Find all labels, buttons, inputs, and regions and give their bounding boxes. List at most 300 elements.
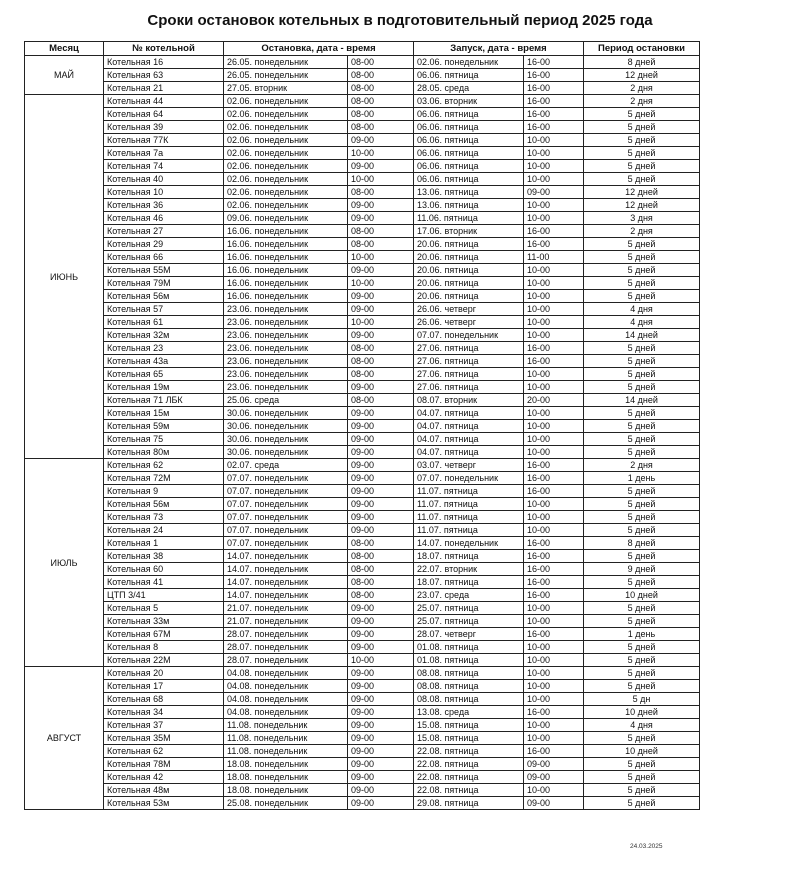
stop-date-cell: 30.06. понедельник (224, 407, 348, 420)
start-time-cell: 16-00 (524, 82, 584, 95)
start-time-cell: 20-00 (524, 394, 584, 407)
table-row (25, 784, 700, 797)
boiler-name-cell: Котельная 27 (104, 225, 224, 238)
period-cell: 5 дней (584, 797, 700, 810)
month-cell: МАЙ (25, 56, 104, 95)
boiler-name-cell: Котельная 44 (104, 95, 224, 108)
stop-date-cell: 28.07. понедельник (224, 654, 348, 667)
period-cell: 5 дней (584, 238, 700, 251)
period-cell: 5 дней (584, 407, 700, 420)
start-time-cell: 09-00 (524, 771, 584, 784)
table-row (25, 719, 700, 732)
stop-time-cell: 09-00 (348, 199, 414, 212)
boiler-name-cell: Котельная 64 (104, 108, 224, 121)
start-time-cell: 10-00 (524, 498, 584, 511)
period-cell: 2 дня (584, 95, 700, 108)
stop-date-cell: 23.06. понедельник (224, 303, 348, 316)
period-cell: 5 дней (584, 732, 700, 745)
boiler-name-cell: Котельная 41 (104, 576, 224, 589)
stop-date-cell: 25.08. понедельник (224, 797, 348, 810)
start-time-cell: 10-00 (524, 784, 584, 797)
start-date-cell: 15.08. пятница (414, 732, 524, 745)
start-time-cell: 10-00 (524, 264, 584, 277)
boiler-name-cell: Котельная 37 (104, 719, 224, 732)
stop-time-cell: 09-00 (348, 758, 414, 771)
boiler-name-cell: Котельная 80м (104, 446, 224, 459)
period-cell: 10 дней (584, 589, 700, 602)
period-cell: 2 дня (584, 82, 700, 95)
stop-date-cell: 02.06. понедельник (224, 147, 348, 160)
start-date-cell: 22.08. пятница (414, 745, 524, 758)
stop-date-cell: 14.07. понедельник (224, 576, 348, 589)
start-date-cell: 20.06. пятница (414, 290, 524, 303)
table-row (25, 225, 700, 238)
stop-time-cell: 08-00 (348, 108, 414, 121)
stop-date-cell: 02.06. понедельник (224, 186, 348, 199)
start-time-cell: 10-00 (524, 147, 584, 160)
start-date-cell: 26.06. четверг (414, 303, 524, 316)
table-row (25, 797, 700, 810)
stop-date-cell: 16.06. понедельник (224, 290, 348, 303)
header-boiler: № котельной (104, 42, 224, 56)
period-cell: 5 дней (584, 433, 700, 446)
period-cell: 1 день (584, 472, 700, 485)
start-time-cell: 10-00 (524, 381, 584, 394)
month-cell: ИЮНЬ (25, 95, 104, 459)
boiler-name-cell: Котельная 43а (104, 355, 224, 368)
stop-time-cell: 09-00 (348, 407, 414, 420)
period-cell: 5 дней (584, 771, 700, 784)
table-row (25, 576, 700, 589)
stop-date-cell: 28.07. понедельник (224, 641, 348, 654)
stop-time-cell: 09-00 (348, 693, 414, 706)
stop-time-cell: 09-00 (348, 615, 414, 628)
start-time-cell: 10-00 (524, 446, 584, 459)
period-cell: 14 дней (584, 329, 700, 342)
table-row (25, 173, 700, 186)
start-date-cell: 26.06. четверг (414, 316, 524, 329)
stop-time-cell: 09-00 (348, 459, 414, 472)
stop-date-cell: 16.06. понедельник (224, 238, 348, 251)
start-time-cell: 10-00 (524, 732, 584, 745)
stop-time-cell: 08-00 (348, 563, 414, 576)
stop-time-cell: 09-00 (348, 602, 414, 615)
stop-date-cell: 14.07. понедельник (224, 563, 348, 576)
stop-date-cell: 07.07. понедельник (224, 511, 348, 524)
page-title: Сроки остановок котельных в подготовительный период 2025 года (147, 12, 653, 29)
stop-time-cell: 08-00 (348, 82, 414, 95)
start-date-cell: 28.05. среда (414, 82, 524, 95)
boiler-name-cell: ЦТП 3/41 (104, 589, 224, 602)
stop-time-cell: 09-00 (348, 303, 414, 316)
stop-time-cell: 09-00 (348, 628, 414, 641)
boiler-name-cell: Котельная 57 (104, 303, 224, 316)
period-cell: 5 дней (584, 381, 700, 394)
stop-time-cell: 09-00 (348, 511, 414, 524)
boiler-name-cell: Котельная 32м (104, 329, 224, 342)
start-time-cell: 10-00 (524, 433, 584, 446)
start-time-cell: 16-00 (524, 472, 584, 485)
table-row (25, 394, 700, 407)
stop-time-cell: 09-00 (348, 134, 414, 147)
boiler-name-cell: Котельная 20 (104, 667, 224, 680)
start-date-cell: 22.08. пятница (414, 758, 524, 771)
stop-time-cell: 08-00 (348, 186, 414, 199)
start-time-cell: 16-00 (524, 745, 584, 758)
table-row (25, 290, 700, 303)
boiler-name-cell: Котельная 74 (104, 160, 224, 173)
period-cell: 5 дней (584, 420, 700, 433)
start-date-cell: 28.07. четверг (414, 628, 524, 641)
table-row (25, 108, 700, 121)
stop-date-cell: 16.06. понедельник (224, 264, 348, 277)
start-date-cell: 22.07. вторник (414, 563, 524, 576)
table-row (25, 602, 700, 615)
boiler-name-cell: Котельная 29 (104, 238, 224, 251)
month-cell: АВГУСТ (25, 667, 104, 810)
start-time-cell: 16-00 (524, 563, 584, 576)
period-cell: 10 дней (584, 706, 700, 719)
stop-time-cell: 08-00 (348, 225, 414, 238)
header-start: Запуск, дата - время (414, 42, 584, 56)
start-time-cell: 16-00 (524, 69, 584, 82)
boiler-name-cell: Котельная 15м (104, 407, 224, 420)
boiler-name-cell: Котельная 71 ЛБК (104, 394, 224, 407)
start-date-cell: 07.07. понедельник (414, 472, 524, 485)
stop-time-cell: 10-00 (348, 316, 414, 329)
stop-date-cell: 18.08. понедельник (224, 784, 348, 797)
start-time-cell: 16-00 (524, 355, 584, 368)
table-row (25, 329, 700, 342)
stop-date-cell: 07.07. понедельник (224, 498, 348, 511)
boiler-name-cell: Котельная 77К (104, 134, 224, 147)
period-cell: 4 дня (584, 316, 700, 329)
table-row (25, 524, 700, 537)
start-date-cell: 04.07. пятница (414, 433, 524, 446)
table-row (25, 251, 700, 264)
boiler-name-cell: Котельная 56м (104, 498, 224, 511)
header-row (25, 42, 700, 56)
stop-date-cell: 11.08. понедельник (224, 732, 348, 745)
table-row (25, 563, 700, 576)
start-date-cell: 22.08. пятница (414, 784, 524, 797)
start-date-cell: 27.06. пятница (414, 368, 524, 381)
start-date-cell: 06.06. пятница (414, 147, 524, 160)
start-time-cell: 16-00 (524, 238, 584, 251)
start-time-cell: 10-00 (524, 420, 584, 433)
period-cell: 5 дней (584, 160, 700, 173)
start-time-cell: 16-00 (524, 628, 584, 641)
start-date-cell: 27.06. пятница (414, 342, 524, 355)
stop-date-cell: 16.06. понедельник (224, 225, 348, 238)
table-row (25, 654, 700, 667)
start-date-cell: 11.07. пятница (414, 511, 524, 524)
start-date-cell: 29.08. пятница (414, 797, 524, 810)
table-row (25, 147, 700, 160)
period-cell: 5 дней (584, 654, 700, 667)
start-date-cell: 14.07. понедельник (414, 537, 524, 550)
period-cell: 4 дня (584, 303, 700, 316)
period-cell: 2 дня (584, 459, 700, 472)
boiler-name-cell: Котельная 23 (104, 342, 224, 355)
period-cell: 5 дней (584, 511, 700, 524)
stop-date-cell: 04.08. понедельник (224, 706, 348, 719)
start-date-cell: 08.08. пятница (414, 680, 524, 693)
start-date-cell: 06.06. пятница (414, 160, 524, 173)
period-cell: 5 дней (584, 498, 700, 511)
footer-date: 24.03.2025 (630, 843, 663, 850)
stop-time-cell: 08-00 (348, 238, 414, 251)
start-date-cell: 08.07. вторник (414, 394, 524, 407)
boiler-name-cell: Котельная 65 (104, 368, 224, 381)
boiler-name-cell: Котельная 42 (104, 771, 224, 784)
stop-time-cell: 09-00 (348, 732, 414, 745)
start-time-cell: 10-00 (524, 290, 584, 303)
boiler-name-cell: Котельная 67М (104, 628, 224, 641)
start-time-cell: 10-00 (524, 316, 584, 329)
start-date-cell: 20.06. пятница (414, 277, 524, 290)
start-date-cell: 03.06. вторник (414, 95, 524, 108)
stop-date-cell: 07.07. понедельник (224, 485, 348, 498)
start-time-cell: 16-00 (524, 459, 584, 472)
table-row (25, 160, 700, 173)
boiler-name-cell: Котельная 8 (104, 641, 224, 654)
table-row (25, 459, 700, 472)
header-period: Период остановки (584, 42, 700, 56)
start-time-cell: 10-00 (524, 615, 584, 628)
stop-time-cell: 08-00 (348, 95, 414, 108)
stop-date-cell: 26.05. понедельник (224, 69, 348, 82)
boiler-name-cell: Котельная 36 (104, 199, 224, 212)
start-date-cell: 04.07. пятница (414, 420, 524, 433)
stop-time-cell: 09-00 (348, 329, 414, 342)
start-date-cell: 13.08. среда (414, 706, 524, 719)
stop-time-cell: 09-00 (348, 498, 414, 511)
boiler-name-cell: Котельная 59м (104, 420, 224, 433)
stop-date-cell: 30.06. понедельник (224, 433, 348, 446)
stop-time-cell: 09-00 (348, 290, 414, 303)
stop-time-cell: 08-00 (348, 355, 414, 368)
start-time-cell: 16-00 (524, 225, 584, 238)
start-time-cell: 16-00 (524, 576, 584, 589)
period-cell: 14 дней (584, 394, 700, 407)
period-cell: 5 дней (584, 277, 700, 290)
boiler-name-cell: Котельная 40 (104, 173, 224, 186)
start-time-cell: 10-00 (524, 134, 584, 147)
table-row (25, 433, 700, 446)
boiler-name-cell: Котельная 38 (104, 550, 224, 563)
stop-time-cell: 10-00 (348, 654, 414, 667)
start-date-cell: 01.08. пятница (414, 641, 524, 654)
boiler-name-cell: Котельная 17 (104, 680, 224, 693)
stop-date-cell: 11.08. понедельник (224, 719, 348, 732)
stop-time-cell: 08-00 (348, 342, 414, 355)
stop-date-cell: 23.06. понедельник (224, 316, 348, 329)
period-cell: 3 дня (584, 212, 700, 225)
start-time-cell: 16-00 (524, 706, 584, 719)
start-date-cell: 27.06. пятница (414, 381, 524, 394)
start-time-cell: 10-00 (524, 303, 584, 316)
table-row (25, 758, 700, 771)
boiler-name-cell: Котельная 60 (104, 563, 224, 576)
boiler-name-cell: Котельная 78М (104, 758, 224, 771)
stop-date-cell: 07.07. понедельник (224, 537, 348, 550)
table-row (25, 355, 700, 368)
stop-time-cell: 08-00 (348, 394, 414, 407)
stop-date-cell: 02.06. понедельник (224, 95, 348, 108)
stop-date-cell: 07.07. понедельник (224, 524, 348, 537)
table-row (25, 264, 700, 277)
stop-date-cell: 30.06. понедельник (224, 446, 348, 459)
table-row (25, 550, 700, 563)
period-cell: 5 дней (584, 355, 700, 368)
period-cell: 8 дней (584, 537, 700, 550)
stop-time-cell: 08-00 (348, 121, 414, 134)
start-date-cell: 17.06. вторник (414, 225, 524, 238)
start-time-cell: 10-00 (524, 160, 584, 173)
start-time-cell: 10-00 (524, 667, 584, 680)
start-time-cell: 10-00 (524, 680, 584, 693)
table-row (25, 667, 700, 680)
stop-date-cell: 02.06. понедельник (224, 160, 348, 173)
stop-date-cell: 23.06. понедельник (224, 329, 348, 342)
start-date-cell: 06.06. пятница (414, 173, 524, 186)
period-cell: 5 дней (584, 264, 700, 277)
stop-time-cell: 09-00 (348, 433, 414, 446)
table-row (25, 446, 700, 459)
table-row (25, 615, 700, 628)
stop-date-cell: 23.06. понедельник (224, 355, 348, 368)
table-row (25, 693, 700, 706)
table-row (25, 420, 700, 433)
stop-time-cell: 09-00 (348, 524, 414, 537)
period-cell: 5 дней (584, 251, 700, 264)
boiler-name-cell: Котельная 5 (104, 602, 224, 615)
boiler-name-cell: Котельная 35М (104, 732, 224, 745)
start-date-cell: 22.08. пятница (414, 771, 524, 784)
stop-date-cell: 18.08. понедельник (224, 758, 348, 771)
start-date-cell: 18.07. пятница (414, 576, 524, 589)
stop-time-cell: 09-00 (348, 745, 414, 758)
stop-time-cell: 09-00 (348, 667, 414, 680)
schedule-table (24, 41, 700, 810)
start-date-cell: 06.06. пятница (414, 69, 524, 82)
period-cell: 5 дней (584, 108, 700, 121)
start-time-cell: 16-00 (524, 537, 584, 550)
stop-time-cell: 09-00 (348, 797, 414, 810)
start-date-cell: 13.06. пятница (414, 186, 524, 199)
period-cell: 5 дней (584, 524, 700, 537)
stop-time-cell: 09-00 (348, 680, 414, 693)
stop-time-cell: 09-00 (348, 212, 414, 225)
boiler-name-cell: Котельная 62 (104, 745, 224, 758)
table-row (25, 407, 700, 420)
boiler-name-cell: Котельная 75 (104, 433, 224, 446)
period-cell: 5 дней (584, 147, 700, 160)
start-time-cell: 10-00 (524, 654, 584, 667)
table-row (25, 745, 700, 758)
table-row (25, 212, 700, 225)
table-row (25, 238, 700, 251)
start-date-cell: 20.06. пятница (414, 251, 524, 264)
stop-time-cell: 08-00 (348, 550, 414, 563)
table-row (25, 277, 700, 290)
start-time-cell: 10-00 (524, 719, 584, 732)
stop-time-cell: 09-00 (348, 485, 414, 498)
boiler-name-cell: Котельная 53м (104, 797, 224, 810)
table-row (25, 303, 700, 316)
boiler-name-cell: Котельная 79М (104, 277, 224, 290)
stop-time-cell: 08-00 (348, 69, 414, 82)
month-cell: ИЮЛЬ (25, 459, 104, 667)
stop-date-cell: 04.08. понедельник (224, 693, 348, 706)
start-time-cell: 10-00 (524, 602, 584, 615)
start-date-cell: 11.07. пятница (414, 498, 524, 511)
start-time-cell: 16-00 (524, 550, 584, 563)
period-cell: 5 дней (584, 368, 700, 381)
table-row (25, 485, 700, 498)
start-time-cell: 10-00 (524, 329, 584, 342)
stop-date-cell: 28.07. понедельник (224, 628, 348, 641)
stop-date-cell: 16.06. понедельник (224, 277, 348, 290)
table-row (25, 641, 700, 654)
stop-time-cell: 08-00 (348, 56, 414, 69)
start-time-cell: 16-00 (524, 108, 584, 121)
boiler-name-cell: Котельная 63 (104, 69, 224, 82)
stop-date-cell: 09.06. понедельник (224, 212, 348, 225)
period-cell: 5 дней (584, 134, 700, 147)
start-time-cell: 10-00 (524, 199, 584, 212)
period-cell: 5 дней (584, 121, 700, 134)
boiler-name-cell: Котельная 46 (104, 212, 224, 225)
start-date-cell: 27.06. пятница (414, 355, 524, 368)
period-cell: 8 дней (584, 56, 700, 69)
start-date-cell: 07.07. понедельник (414, 329, 524, 342)
table-row (25, 69, 700, 82)
stop-time-cell: 09-00 (348, 706, 414, 719)
stop-date-cell: 30.06. понедельник (224, 420, 348, 433)
stop-time-cell: 08-00 (348, 537, 414, 550)
boiler-name-cell: Котельная 19м (104, 381, 224, 394)
table-row (25, 771, 700, 784)
period-cell: 5 дней (584, 485, 700, 498)
start-time-cell: 10-00 (524, 641, 584, 654)
table-row (25, 537, 700, 550)
stop-date-cell: 02.06. понедельник (224, 173, 348, 186)
period-cell: 5 дней (584, 576, 700, 589)
stop-time-cell: 09-00 (348, 420, 414, 433)
table-row (25, 199, 700, 212)
start-time-cell: 10-00 (524, 277, 584, 290)
period-cell: 5 дней (584, 615, 700, 628)
table-row (25, 121, 700, 134)
table-row (25, 680, 700, 693)
period-cell: 5 дней (584, 784, 700, 797)
boiler-name-cell: Котельная 72М (104, 472, 224, 485)
start-date-cell: 18.07. пятница (414, 550, 524, 563)
boiler-name-cell: Котельная 55М (104, 264, 224, 277)
start-date-cell: 06.06. пятница (414, 108, 524, 121)
start-time-cell: 10-00 (524, 173, 584, 186)
start-time-cell: 09-00 (524, 797, 584, 810)
stop-time-cell: 09-00 (348, 784, 414, 797)
start-time-cell: 16-00 (524, 342, 584, 355)
start-time-cell: 10-00 (524, 511, 584, 524)
stop-date-cell: 21.07. понедельник (224, 602, 348, 615)
boiler-name-cell: Котельная 62 (104, 459, 224, 472)
start-time-cell: 16-00 (524, 485, 584, 498)
stop-time-cell: 10-00 (348, 251, 414, 264)
